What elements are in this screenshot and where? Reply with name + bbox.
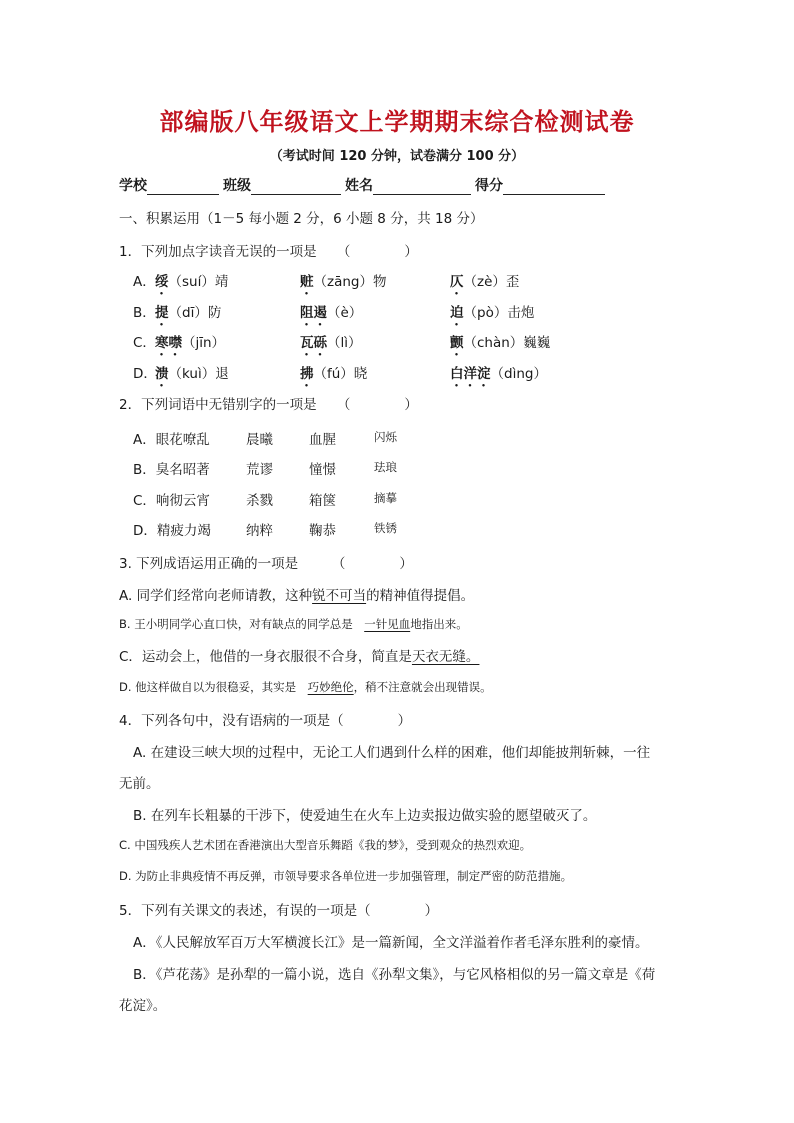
question-5-option-a: A．《人民解放军百万大军横渡长江》是一篇新闻，全文洋溢着作者毛泽东胜利的豪情。 [133, 935, 649, 951]
question-4-option-b: B. 在列车长粗暴的干涉下，使爱迪生在火车上边卖报边做实验的愿望破灭了。 [133, 808, 597, 824]
option-word-2: 拂（fú）晓 [300, 366, 368, 382]
option-first-word: B．臭名昭著 [133, 462, 210, 478]
option-letter: D． [133, 366, 157, 382]
question-5-option-b-cont: 花淀》。 [119, 998, 167, 1014]
question-1-stem: 1．下列加点字读音无误的一项是 （ ） [119, 244, 418, 260]
question-4-option-a: A. 在建设三峡大坝的过程中，无论工人们遇到什么样的困难，他们却能披荆斩棘，一往 [133, 745, 651, 761]
option-word-2: 荒谬 [246, 462, 273, 478]
student-info-row [119, 175, 609, 195]
score-label: 得分 [475, 178, 503, 194]
exam-subtitle: （考试时间 120 分钟，试卷满分 100 分） [269, 149, 525, 164]
option-letter: C． [133, 335, 156, 351]
option-word-2: 瓦砾（lì） [300, 335, 362, 351]
option-word-2: 晨曦 [246, 432, 273, 448]
score-field[interactable] [503, 179, 605, 195]
option-word-2: 赃（zāng）物 [300, 274, 387, 290]
question-5-option-b: B．《芦花荡》是孙犁的一篇小说，选自《孙犁文集》，与它风格相似的另一篇文章是《荷 [133, 967, 656, 983]
option-word-3: 仄（zè）歪 [450, 274, 520, 290]
question-3-option-d: D. 他这样做自以为很稳妥，其实是 巧妙绝伦，稍不注意就会出现错误。 [119, 680, 492, 694]
option-word-2: 阻遏（è） [300, 305, 363, 321]
question-4-option-a-cont: 无前。 [119, 776, 160, 792]
question-3-option-b: B. 王小明同学心直口快，对有缺点的同学总是 一针见血地指出来。 [119, 617, 468, 631]
question-5-stem: 5．下列有关课文的表述，有误的一项是（ ） [119, 903, 439, 919]
question-4-stem: 4．下列各句中，没有语病的一项是（ ） [119, 713, 412, 729]
option-word-2: 杀戮 [246, 493, 273, 509]
option-word-4: 珐琅 [374, 460, 397, 474]
option-word-3: 颤（chàn）巍巍 [450, 335, 551, 351]
page-title: 部编版八年级语文上学期期末综合检测试卷 [159, 107, 635, 136]
option-letter: A． [133, 274, 156, 290]
option-word-3: 白洋淀（dìng） [450, 366, 547, 382]
option-word-3: 迫（pò）击炮 [450, 305, 535, 321]
option-word-1: 提（dī）防 [155, 305, 222, 321]
option-word-3: 箱箧 [309, 493, 336, 509]
school-label: 学校 [119, 178, 147, 194]
option-word-3: 血腥 [309, 432, 336, 448]
name-label: 姓名 [345, 178, 373, 194]
option-word-4: 铁锈 [374, 521, 397, 535]
option-word-1: 溃（kuì）退 [155, 366, 229, 382]
option-first-word: C．响彻云宵 [133, 493, 210, 509]
option-word-4: 闪烁 [374, 430, 397, 444]
option-word-4: 摘摹 [374, 491, 397, 505]
school-field[interactable] [147, 179, 219, 195]
name-field[interactable] [373, 179, 471, 195]
question-3-stem: 3. 下列成语运用正确的一项是 （ ） [119, 556, 413, 572]
option-letter: B． [133, 305, 156, 321]
class-field[interactable] [251, 179, 341, 195]
question-3-option-a: A. 同学们经常向老师请教，这种锐不可当的精神值得提倡。 [119, 588, 475, 604]
option-word-2: 纳粹 [246, 523, 273, 539]
option-first-word: A．眼花嘹乱 [133, 432, 210, 448]
option-word-1: 寒噤（jīn） [155, 335, 226, 351]
question-4-option-d: D. 为防止非典疫情不再反弹，市领导要求各单位进一步加强管理，制定严密的防范措施。 [119, 869, 573, 883]
section-heading: 一、积累运用（1－5 每小题 2 分，6 小题 8 分，共 18 分） [119, 211, 484, 227]
option-word-3: 鞠恭 [309, 523, 336, 539]
class-label: 班级 [223, 178, 251, 194]
question-2-stem: 2．下列词语中无错别字的一项是 （ ） [119, 397, 418, 413]
option-word-3: 憧憬 [309, 462, 336, 478]
option-first-word: D．精疲力竭 [133, 523, 211, 539]
question-3-option-c: C．运动会上，他借的一身衣服很不合身，简直是天衣无缝。 [119, 649, 480, 665]
question-4-option-c: C. 中国残疾人艺术团在香港演出大型音乐舞蹈《我的梦》，受到观众的热烈欢迎。 [119, 838, 532, 852]
option-word-1: 绥（suí）靖 [155, 274, 229, 290]
